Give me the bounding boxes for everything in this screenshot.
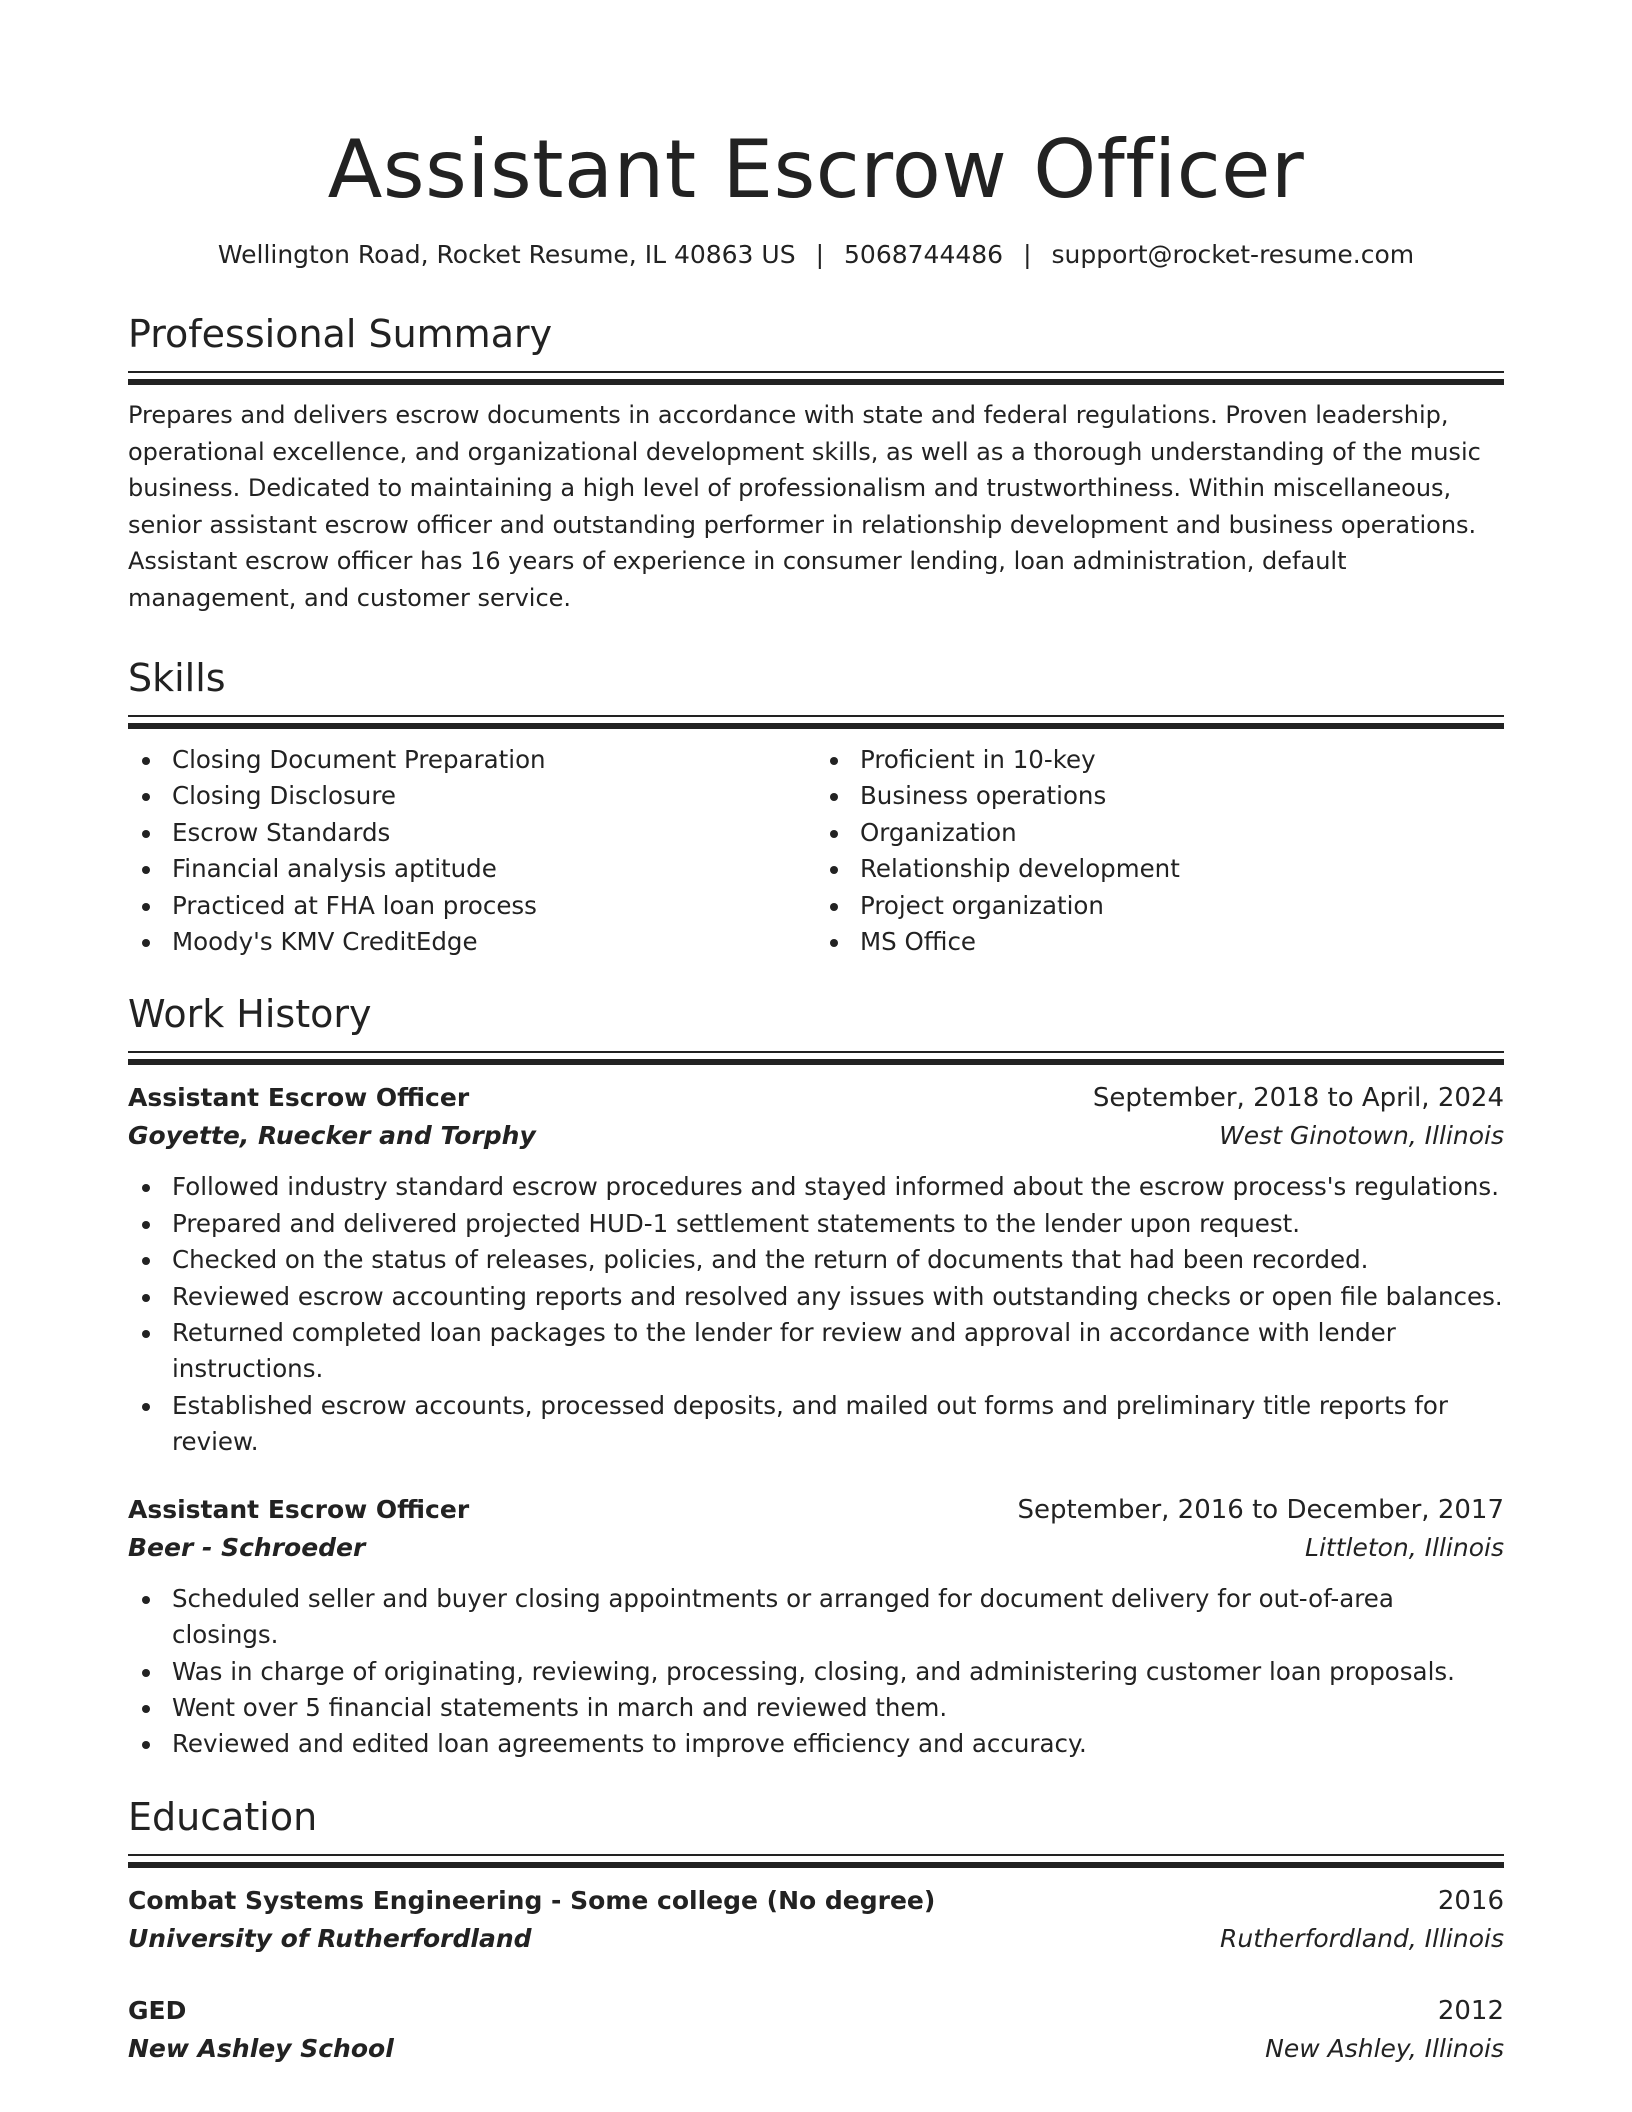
education-subheader [128, 2030, 1504, 2068]
job-subheader [128, 1117, 1504, 1155]
skill-item: Organization [816, 815, 1504, 851]
education-subheader [128, 1920, 1504, 1958]
contact-separator: | [815, 240, 825, 269]
education-school: University of Rutherfordland [128, 1923, 532, 1953]
skill-item: Relationship development [816, 851, 1504, 887]
job-header [128, 1491, 1504, 1529]
section-divider [128, 1854, 1504, 1868]
skill-item: Financial analysis aptitude [128, 851, 816, 887]
job-company: Beer - Schroeder [128, 1532, 366, 1562]
education-entry [128, 1882, 1504, 1958]
job-bullet: Reviewed and edited loan agreements to improve efficiency and accuracy. [128, 1726, 1504, 1762]
education-school: New Ashley School [128, 2033, 394, 2063]
contact-email: support@rocket-resume.com [1051, 240, 1415, 269]
job-location: West Ginotown, Illinois [1219, 1121, 1504, 1151]
skills-list-left [128, 742, 816, 960]
job-entry [128, 1491, 1504, 1763]
job-bullet: Reviewed escrow accounting reports and resolved any issues with outstanding checks or open file balances. [128, 1279, 1504, 1315]
skills-list-right [816, 742, 1504, 960]
work-section [128, 991, 1504, 1762]
summary-text: Prepares and delivers escrow documents in accordance with state and federal regulations. Proven leadership, operational excellence, and organizational development skills, as well as a thorough understanding of the music business. Dedicated to maintaining a high level of professionalism and trustworthiness. Within miscellaneous, senior assistant escrow officer and outstanding performer in relationship development and business operations. Assistant escrow officer has 16 years of experience in consumer lending, loan administration, default management, and customer service. [128, 401, 1481, 612]
job-bullet: Prepared and delivered projected HUD-1 settlement statements to the lender upon request. [128, 1206, 1504, 1242]
skill-item: Closing Document Preparation [128, 742, 816, 778]
contact-address: Wellington Road, Rocket Resume, IL 40863 US [217, 240, 796, 269]
job-bullet: Returned completed loan packages to the lender for review and approval in accordance with lender instructions. [128, 1315, 1504, 1388]
education-header [128, 1882, 1504, 1920]
job-entry [128, 1079, 1504, 1460]
skill-item: Closing Disclosure [128, 778, 816, 814]
job-dates: September, 2016 to December, 2017 [1017, 1494, 1504, 1525]
section-divider [128, 1051, 1504, 1065]
job-bullets [128, 1169, 1504, 1460]
skill-item: Business operations [816, 778, 1504, 814]
skills-section [128, 655, 1504, 960]
job-bullet: Established escrow accounts, processed deposits, and mailed out forms and preliminary title reports for review. [128, 1388, 1504, 1461]
education-location: Rutherfordland, Illinois [1220, 1923, 1504, 1953]
education-header [128, 1992, 1504, 2030]
education-year: 2016 [1437, 1885, 1504, 1916]
education-entry [128, 1992, 1504, 2068]
contact-separator: | [1023, 240, 1032, 269]
job-company: Goyette, Ruecker and Torphy [128, 1121, 536, 1151]
skill-item: Proficient in 10-key [816, 742, 1504, 778]
section-divider [128, 371, 1504, 385]
skill-item: Escrow Standards [128, 815, 816, 851]
job-bullet: Scheduled seller and buyer closing appointments or arranged for document delivery for out-of-area closings. [128, 1581, 1504, 1654]
skill-item: Practiced at FHA loan process [128, 888, 816, 924]
resume-name: Assistant Escrow Officer [327, 123, 1305, 216]
job-bullet: Checked on the status of releases, policies, and the return of documents that had been recorded. [128, 1242, 1504, 1278]
section-title-education: Education [128, 1794, 318, 1839]
contact-phone: 5068744486 [844, 240, 1004, 269]
section-title-summary: Professional Summary [128, 312, 553, 356]
skill-item: MS Office [816, 924, 1504, 960]
skill-item: Moody's KMV CreditEdge [128, 924, 816, 960]
skill-item: Project organization [816, 888, 1504, 924]
job-header [128, 1079, 1504, 1117]
section-title-skills: Skills [128, 656, 226, 700]
contact-line [128, 237, 1504, 273]
job-bullets [128, 1581, 1504, 1763]
job-subheader [128, 1529, 1504, 1567]
skills-columns [128, 742, 1504, 960]
education-degree: Combat Systems Engineering - Some college (No degree) [128, 1885, 936, 1915]
job-title: Assistant Escrow Officer [128, 1083, 470, 1113]
section-divider [128, 715, 1504, 729]
job-bullet: Followed industry standard escrow procedures and stayed informed about the escrow process's regulations. [128, 1169, 1504, 1205]
section-title-work: Work History [128, 992, 372, 1037]
education-degree: GED [128, 1995, 187, 2025]
summary-section [128, 311, 1504, 616]
job-bullet: Went over 5 financial statements in march and reviewed them. [128, 1690, 1504, 1726]
job-location: Littleton, Illinois [1305, 1532, 1504, 1562]
education-section [128, 1794, 1504, 2068]
job-dates: September, 2018 to April, 2024 [1092, 1083, 1504, 1114]
resume-page [128, 0, 1504, 2068]
job-title: Assistant Escrow Officer [128, 1494, 470, 1524]
job-bullet: Was in charge of originating, reviewing, processing, closing, and administering customer loan proposals. [128, 1654, 1504, 1690]
education-year: 2012 [1437, 1995, 1504, 2026]
education-location: New Ashley, Illinois [1265, 2033, 1504, 2063]
